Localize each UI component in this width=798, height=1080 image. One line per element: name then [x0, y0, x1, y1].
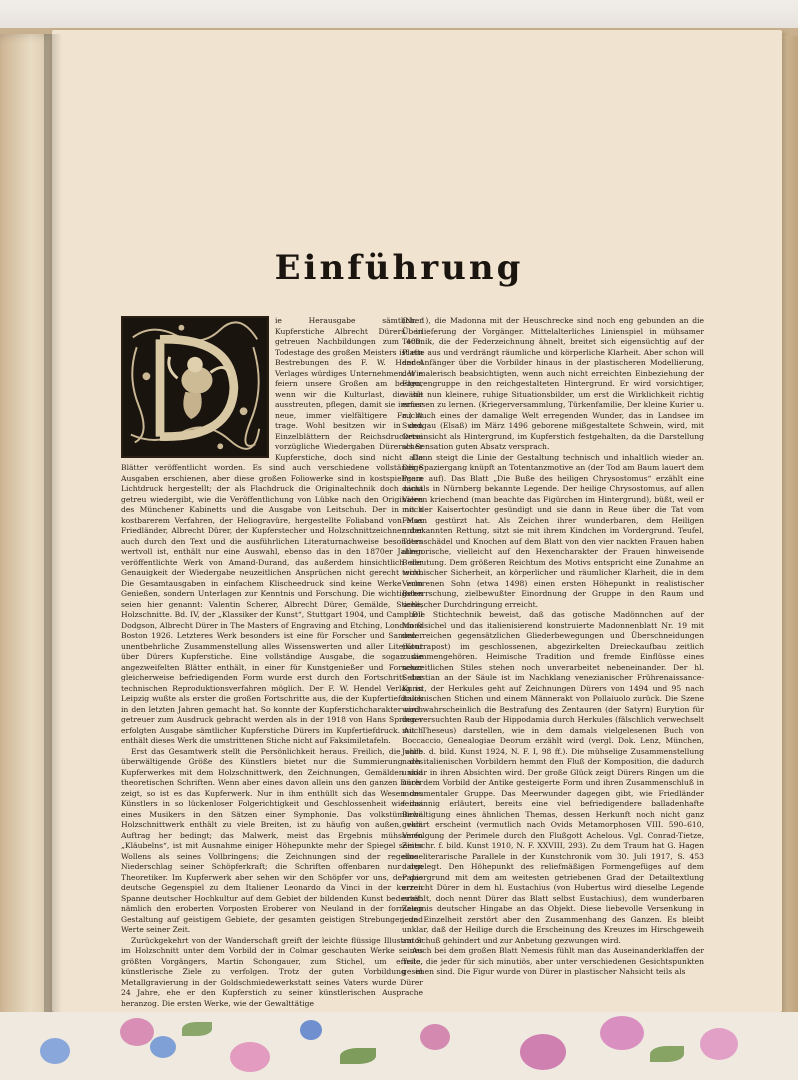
- flower-icon: [40, 1038, 70, 1064]
- flower-icon: [420, 1024, 450, 1050]
- paragraph: Zurückgekehrt von der Wanderschaft greift der leichte flüssige Illustrator im Holzschnitt unter dem Vorbild der in Colmar geschauten Werke seines größten Vorgängers, Martin Schongauer, zum Stichel, um ernste, künstlerische Ziele zu verfolgen. Trotz der guten Vorbildung in Metallgravierung in der Goldschmiedewerkstatt seines Vaters wurde Dürer 24 Jahre, ehe er den Kupferstich zu seiner künstlerischen Ausprache heranzog. Die ersten Werke, wie der Gewalttätige: [121, 935, 423, 1008]
- paragraph: Auch bei dem großen Blatt Nemesis fühlt man das Auseinanderklaffen der Teile, die jeder für sich minutiös, aber unter verschiedenen Gesichtspunkten gesehen sind. Die Figur wurde von Dürer in plastischer Nahsicht teils als: [402, 946, 704, 976]
- flower-icon: [120, 1018, 154, 1046]
- text-column-left: [121, 316, 423, 1008]
- flower-icon: [150, 1036, 176, 1058]
- paragraph: Dann steigt die Linie der Gestaltung technisch und inhaltlich wieder an. Der Spaziergang knüpft an Totentanzmotive an (der Tod am Baum lauert dem Paare auf). Das Blatt „Die Buße des heiligen Chrysostomus“ erzählt eine damals in Nürnberg bekannte Legende. Der heilige Chrysostomus, auf allen Vieren kriechend (man beachte das Figürchen im Hintergrund), büßt, weil er mit der Kaisertochter gesündigt und sie dann in Reue über die Tat vom Felsen gestürzt hat. Als Zeichen ihrer wunderbaren, dem Heiligen unbekannten Rettung, sitzt sie mit ihrem Kindchen im Vordergrund. Teufel, Totenschädel und Knochen auf dem Blatt von den vier nackten Frauen haben allegorische, vielleicht auf den Hexencharakter der Frauen hinweisende Bedeutung. Dem größeren Reichtum des Motivs entspricht eine Zunahme an technischer Sicherheit, an körperlicher und räumlicher Klarheit, die in dem Verlorenen Sohn (etwa 1498) einen ersten Höhepunkt in realistischer Beherrschung, zielbewußter Einordnung der Gruppe in den Raum und seelischer Durchdringung erreicht.: [402, 452, 704, 609]
- flower-icon: [700, 1028, 738, 1060]
- paragraph: ie Herausgabe sämtlicher Kupferstiche Albrecht Dürers in getreuen Nachbildungen zum 400. Todestage des großen Meisters ist ein Bestrebungen des F. W. Hendel Verlages würdiges Unternehmen. Wie feiern unsere Großen am besten, wenn wir die Kulturlast, die sie ausstreuten, pflegen, damit sie immer neue, immer vielfältigere Frucht trage. Wohl besitzen wir in den Einzelblättern der Reichsdruckerei vorzügliche Wiedergaben Dürerscher Kupferstiche, doch sind nicht alle Blätter veröffentlicht worden. Es sind auch verschiedene vollständige Ausgaben erschienen, aber diese großen Foliowerke sind in kostspieligem Lichtdruck hergestellt; der als Flachdruck die Originaltechnik doch nicht getreu wiedergibt, wie die Veröffentlichung von Lübke nach den Originalen des Münchener Kabinetts und die Ausgabe von Leitschuh. Der in noch kostbarerem Verfahren, der Heliogravüre, hergestellte Foliaband von Max Friedländer, Albrecht Dürer, der Kupferstecher und Holzschnittzeichner, der auch durch den Text und die ausführlichen Literaturnachweise besonders wertvoll ist, enthält nur eine Auswahl, ebenso das in den 1870er Jahren veröffentlichte Werk von Amand-Durand, das außerdem hinsichtlich der Genauigkeit der Wiedergabe neuzeitlichen Ansprüchen nicht gerecht wird. Die Gesamtausgaben in einfachem Klischeedruck sind keine Werke zum Genießen, sondern Unterlagen zur Kenntnis und Forschung. Die wichtigsten seien hier genannt: Valentin Scherer, Albrecht Dürer, Gemälde, Stiche, Holzschnitte. Bd. IV, der „Klassiker der Kunst“, Stuttgart 1904, und Campbell Dodgson, Albrecht Dürer in The Masters of Engraving and Etching, London & Boston 1926. Letzteres Werk besonders ist eine für Forscher und Sammler unentbehrliche Zusammenstellung alles Wissenswerten und aller Literatur über Dürers Kupferstiche. Eine vollständige Ausgabe, die sogar die angezweifelten Blätter enthält, in einer für Kunstgenießer und Forscher gleicherweise befriedigenden Form wurde erst durch den Fortschritt der technischen Reproduktionsverfahren möglich. Der F. W. Hendel Verlag in Leipzig wußte als erster die großen Fortschritte aus, die der Kupfertiefdruck in den letzten Jahren gemacht hat. So konnte der Kupferstichcharakter noch getreuer zum Ausdruck gebracht werden als in der 1918 von Hans Springer erfolgten Ausgabe sämtlicher Kupferstiche Dürers im Kupfertiefdruck. Auch enthält dieses Werk die umstrittenen Stiche nicht auf Faksimiletafeln.: [121, 316, 423, 745]
- paragraph: Die Stichtechnik beweist, daß das gotische Madönnchen auf der Mondsichel und das italienisierend konstruierte Madonnenblatt Nr. 19 mit den reichen gegensätzlichen Gliederbewegungen und Überschneidungen (Kontrapost) im geschlossenen, abgezirkelten Dreieckaufbau zeitlich zusammengehören. Heimische Tradition und fremde Einflüsse eines neuzeitlichen Stiles stehen noch unverarbeitet nebeneinander. Der hl. Sebastian an der Säule ist im Nachklang venezianischer Frührenaissance-Kunst, der Herkules geht auf Zeichnungen Dürers von 1494 und 95 nach italienischen Stichen und einem Männerakt von Pollaiuolo zurück. Die Szene wird wahrscheinlich die Bestrafung des Zentauren (der Satyrn) Eurytion für den versuchten Raub der Hippodamia durch Herkules (fälschlich verwechselt mit Theseus) darstellen, wie in dem damals vielgelesenen Buch von Boccaccio, Genealogiae Deorum erzählt wird (vergl. Dok. Lenz, München, Jahrb. d. bild. Kunst 1924, N. F. I, 98 ff.). Die mühselige Zusammenstellung nach italienischen Vorbildern hemmt den Fluß der Komposition, die dadurch unklar in ihren Absichten wird. Der große Glück zeigt Dürers Ringen um die nach dem Vorbild der Antike gesteigerte Form und ihren Zusammenschluß in monumentaler Gruppe. Das Meerwunder dagegen gibt, wie Friedländer feinsinnig erläutert, bereits eine viel befriedigendere balladenhafte Bewältigung eines ähnlichen Themas, dessen Herkunft noch nicht ganz geklärt erscheint (vermutlich nach Ovids Metamorphosen VIII. 590–610, Verfolgung der Perimele durch den Flußgott Achelous. Vgl. Conrad-Tietze, Zeitschr. f. bild. Kunst 1910, N. F. XXVIII, 293). Zu dem Traum hat G. Hagen eine literarische Parallele in der Kunstchronik vom 30. Juli 1917, S. 453 dargelegt. Den Höhepunkt des reliefmäßigen Formengefüges auf dem Papiergrund mit dem am weitesten getriebenen Grad der Detailtextlung erreicht Dürer in dem hl. Eustachius (von Hubertus wird dieselbe Legende erzählt, doch nennt Dürer das Blatt selbst Eustachius), dem wunderbaren Zeugnis deutscher Hingabe an das Objekt. Diese liebevolle Versenkung in jede Einzelheit zerstört aber den Zusammenhang des Ganzen. Es bleibt unklar, daß der Heilige durch die Erscheinung des Kreuzes im Hirschgeweih am Schuß gehindert und zur Anbetung gezwungen wird.: [402, 610, 704, 945]
- leaf-icon: [182, 1022, 212, 1036]
- text-column-right: [402, 316, 704, 986]
- paragraph: Erst das Gesamtwerk stellt die Persönlichkeit heraus. Freilich, die volle überwältigende Größe des Künstlers bietet nur die Summierung des Kupferwerkes mit dem Holzschnittwerk, den Zeichnungen, Gemälden und theoretischen Schriften. Wenn aber eines davon allein uns den ganzen Dürer zeigt, so ist es das Kupferwerk. Nur in ihm enthüllt sich das Wesen des Künstlers in so lückenloser Folgerichtigkeit und Geschlossenheit wie das eines Musikers in den Sätzen einer Symphonie. Das volkstümliche Holzschnittwerk enthält zu viele Breiten, ist zu häufig von außen, vom Auftrag her bedingt; das Malwerk, meist das Ergebnis mühsamen „Kläubelns“, ist mit Ausnahme einiger Höhepunkte mehr der Spiegel seines Wollens als seines Vollbringens; die Zeichnungen sind der regellose Niederschlag seiner Schöpferkraft; die Schriften offenbaren nur den Theoretiker. Im Kupferwerk aber sehen wir den Schöpfer vor uns, der das deutsche Gegenspiel zu dem Italiener Leonardo da Vinci in der kurzen Spanne deutscher Hochkultur auf dem Gebiet der bildenden Kunst bedeutet: nämlich den eroberten Vorposten Eroberer von Neuland in der formalen Gestaltung auf geistigem Gebiete, der gesamten geistigen Strebungen und Werte seiner Zeit.: [121, 746, 423, 934]
- right-board-edge: [780, 36, 798, 1016]
- page-gutter-shadow: [44, 34, 62, 1014]
- dropcap-illustration-icon: [123, 318, 267, 456]
- flower-icon: [600, 1016, 644, 1050]
- paragraph: (Nr. 1), die Madonna mit der Heuschrecke sind noch eng gebunden an die Überlieferung der Vorgänger. Mittelalterliches Linienspiel in mühsamer Technik, die der Federzeichnung ähnelt, breitet sich eigensüchtig auf der Platte aus und verdrängt räumliche und körperliche Klarheit. Aber schon will der Anfänger über die Vorbilder hinaus in der plastischeren Modellierung, der malerisch beabsichtigten, wenn auch nicht erreichten Einbeziehung der Figurengruppe in den reichgestalteten Hintergrund. Er wird vorsichtiger, wählt nun kleinere, ruhige Situationsbilder, um erst die Wirklichkeit richtig erfassen zu lernen. (Kriegerversammlung, Türkenfamilie, Der kleine Kurier u. a.) Auch eines der damalige Welt erregenden Wunder, das in Landsee im Sundgau (Elsaß) im März 1496 geborene mißgestaltete Schwein, wird, mit Ortsansicht als Hintergrund, im Kupferstich festgehalten, da die Darstellung als Sensation guten Absatz versprach.: [402, 316, 704, 451]
- leaf-icon: [340, 1048, 376, 1064]
- page-title: Einführung: [274, 248, 524, 288]
- leaf-icon: [650, 1046, 684, 1062]
- floral-fabric: [0, 1012, 798, 1080]
- flower-icon: [300, 1020, 322, 1040]
- flower-icon: [230, 1042, 270, 1072]
- dropcap-d-ornament: [121, 316, 269, 458]
- flower-icon: [520, 1034, 566, 1070]
